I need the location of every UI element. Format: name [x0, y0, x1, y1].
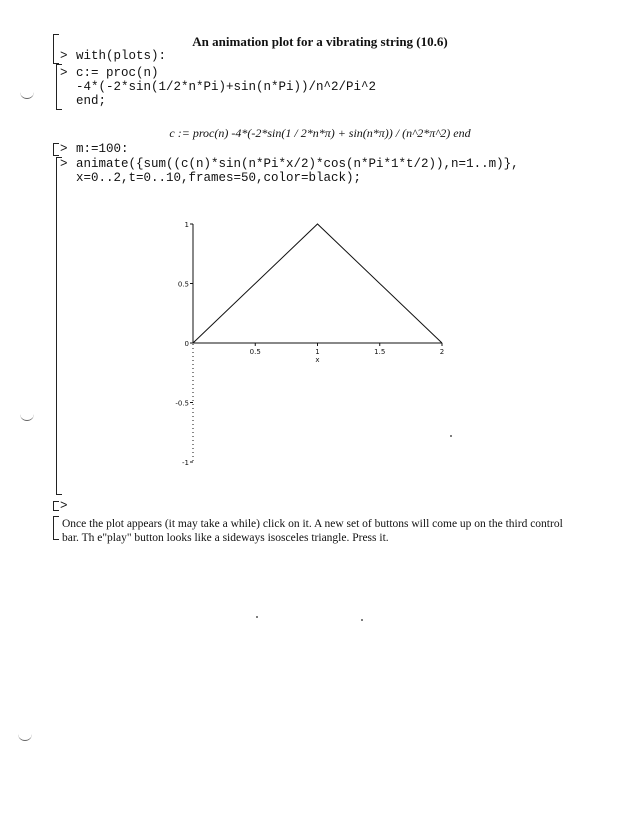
- y-tick-label: 0: [184, 340, 189, 348]
- prompt-symbol: >: [60, 66, 68, 80]
- scan-dot: [361, 619, 363, 621]
- empty-prompt[interactable]: >: [60, 499, 68, 513]
- text-group-bracket[interactable]: [53, 516, 54, 540]
- worksheet-title: An animation plot for a vibrating string (10.6): [192, 34, 448, 49]
- scan-mark: [20, 414, 34, 421]
- proc-output: c := proc(n) -4*(-2*sin(1 / 2*n*π) + sin(n*π)) / (n^2*π^2) end: [169, 126, 471, 140]
- animation-plot[interactable]: [160, 210, 460, 480]
- section-bracket[interactable]: [53, 34, 54, 64]
- animate-line-1[interactable]: animate({sum((c(n)*sin(n*Pi*x/2)*cos(n*Pi*1*t/2)),n=1..m)},: [76, 157, 519, 171]
- with-plots-command[interactable]: with(plots):: [76, 49, 167, 63]
- x-tick-label: 1: [315, 348, 320, 356]
- scan-mark: [20, 92, 34, 99]
- prompt-symbol: >: [60, 142, 68, 156]
- scan-mark: [18, 734, 32, 741]
- x-tick-label: 2: [439, 348, 445, 356]
- proc-line-3[interactable]: end;: [76, 94, 107, 108]
- execution-group-bracket[interactable]: [56, 157, 57, 495]
- execution-group-bracket[interactable]: [56, 64, 57, 110]
- x-tick-label: 1.5: [374, 348, 386, 356]
- m-assign-command[interactable]: m:=100:: [76, 142, 129, 156]
- y-tick-label: 1: [184, 221, 189, 229]
- x-axis-label: x: [315, 356, 320, 364]
- x-tick-label: 0.5: [249, 348, 261, 356]
- prompt-symbol: >: [60, 49, 68, 63]
- execution-group-bracket[interactable]: [53, 501, 54, 511]
- scan-dot: [450, 435, 452, 437]
- prompt-symbol: >: [60, 157, 68, 171]
- scan-dot: [256, 616, 258, 618]
- animate-line-2[interactable]: x=0..2,t=0..10,frames=50,color=black);: [76, 171, 362, 185]
- y-tick-label: -1: [182, 459, 189, 467]
- proc-line-1[interactable]: c:= proc(n): [76, 66, 159, 80]
- y-tick-label: -0.5: [175, 399, 189, 408]
- instructions-text: Once the plot appears (it may take a while) click on it. A new set of buttons will come up on the third control bar. Th e"play" button looks like a sideways isosceles triangle. Press it.: [62, 518, 563, 544]
- proc-line-2[interactable]: -4*(-2*sin(1/2*n*Pi)+sin(n*Pi))/n^2/Pi^2: [76, 80, 377, 94]
- execution-group-bracket[interactable]: [53, 143, 54, 156]
- string-displacement-line: [193, 224, 442, 343]
- y-tick-label: 0.5: [177, 280, 189, 289]
